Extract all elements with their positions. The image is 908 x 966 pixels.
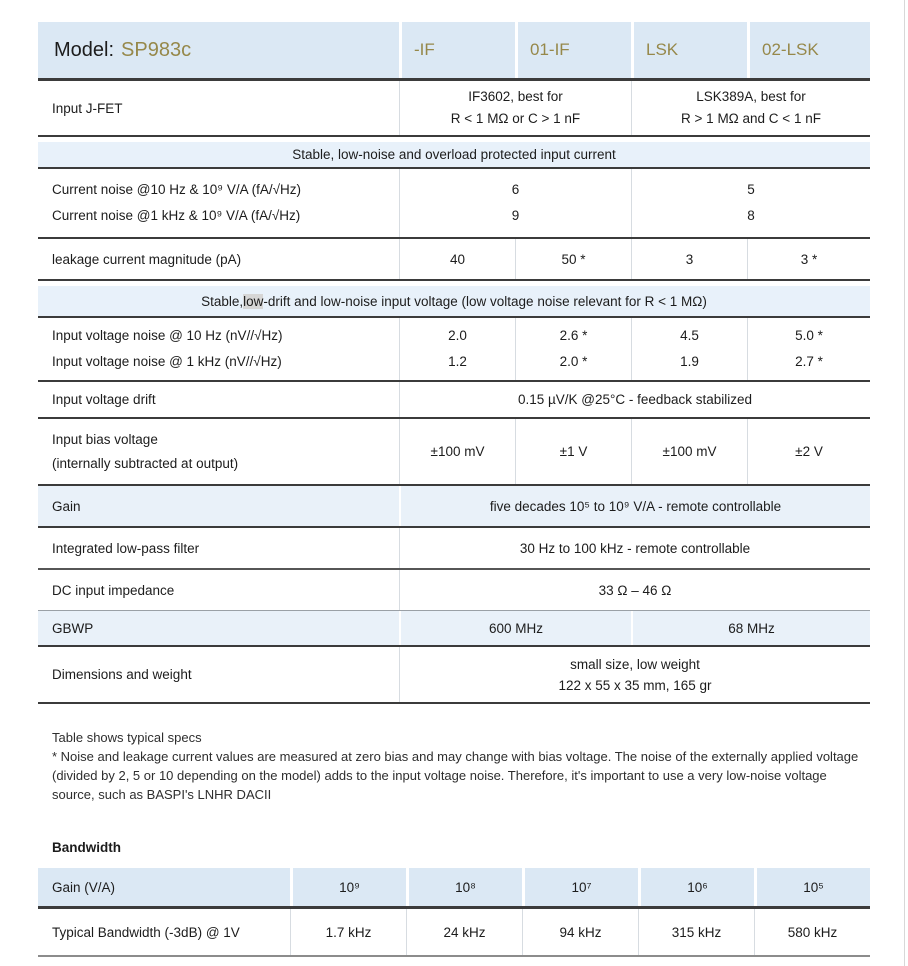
bandwidth-gain-1e8: 10⁸ [406,868,522,906]
voltage-noise-if [399,318,515,380]
bandwidth-gain-label: Gain (V/A) [38,868,290,906]
bandwidth-value-1e7: 94 kHz [522,909,638,955]
footnote-line1: Table shows typical specs [52,730,202,745]
gbwp-if-value: 600 MHz [399,611,631,645]
row-gain [38,486,870,528]
row-dimensions [38,647,870,704]
impedance-label: DC input impedance [52,582,175,598]
current-noise-lsk-values [631,169,870,237]
leakage-02lsk: 3 * [747,239,870,279]
row-leakage-current [38,239,870,281]
current-noise-lsk-10hz: 5 [747,182,755,197]
voltage-noise-02lsk [747,318,870,380]
bandwidth-value-1e9: 1.7 kHz [290,909,406,955]
gain-label: Gain [38,486,399,526]
row-voltage-noise [38,318,870,382]
column-header-lsk: LSK [631,22,747,78]
vn-lsk-10hz: 4.5 [680,328,699,343]
bias-if: ±100 mV [399,419,515,484]
filter-label: Integrated low-pass filter [52,540,200,556]
bandwidth-table [38,868,870,957]
voltage-noise-lsk [631,318,747,380]
vn-02lsk-10hz: 5.0 * [795,328,823,343]
current-noise-if-10hz: 6 [511,182,520,197]
spec-table [38,22,870,704]
jfet-if-line2: R < 1 MΩ or C > 1 nF [450,111,581,126]
band2-post: -drift and low-noise input voltage (low voltage noise relevant for R < 1 MΩ) [263,293,707,309]
current-noise-if-1khz: 9 [511,208,520,223]
bandwidth-gain-1e9: 10⁹ [290,868,406,906]
row-input-jfet [38,81,870,137]
column-header-if: -IF [399,22,515,78]
footnote-body: * Noise and leakage current values are measured at zero bias and may change with bias voltage. The noise of the externally applied voltage (divided by 2, 5 or 10 depending on the model) adds to the input voltage noise. Therefore, it's important to use a very low-noise voltage source, such as BASPI's LNHR DACII [52,749,859,802]
current-noise-labels [38,169,399,237]
jfet-if-value [399,81,631,135]
dimensions-line1: small size, low weight [570,656,700,672]
row-voltage-drift [38,382,870,419]
row-current-noise [38,169,870,239]
gain-value: five decades 10⁵ to 10⁹ V/A - remote controllable [399,486,870,526]
bandwidth-data-row [38,909,870,957]
voltage-drift-value: 0.15 µV/K @25°C - feedback stabilized [399,382,870,417]
band2-pre: Stable, [201,293,244,309]
voltage-noise-01if [515,318,631,380]
dimensions-label: Dimensions and weight [52,667,192,682]
bias-label-line2: (internally subtracted at output) [52,455,239,471]
vn-01if-1khz: 2.0 * [559,354,588,369]
jfet-lsk-line1: LSK389A, best for [696,89,806,104]
jfet-label: Input J-FET [52,100,123,116]
current-noise-lsk-1khz: 8 [747,208,755,223]
voltage-drift-label: Input voltage drift [52,392,156,407]
leakage-if: 40 [399,239,515,279]
jfet-lsk-line2: R > 1 MΩ and C < 1 nF [681,111,821,126]
page-edge-line [904,0,905,966]
bias-lsk: ±100 mV [631,419,747,484]
current-noise-label-1khz: Current noise @1 kHz & 10⁹ V/A (fA/√Hz) [52,208,301,223]
section-band-input-voltage [38,286,870,318]
row-lowpass-filter [38,528,870,570]
gbwp-lsk-value: 68 MHz [631,611,870,645]
bandwidth-gain-1e7: 10⁷ [522,868,638,906]
bias-01if: ±1 V [515,419,631,484]
bandwidth-title: Bandwidth [52,840,121,855]
footnote [52,728,864,804]
vn-if-10hz: 2.0 [448,328,467,343]
vn-lsk-1khz: 1.9 [680,354,699,369]
bandwidth-gain-1e6: 10⁶ [638,868,754,906]
row-input-impedance [38,570,870,611]
column-header-01if: 01-IF [515,22,631,78]
leakage-lsk: 3 [631,239,747,279]
bias-02lsk: ±2 V [747,419,870,484]
jfet-if-line1: IF3602, best for [468,89,563,104]
current-noise-if-values [399,169,631,237]
row-gbwp [38,611,870,647]
bandwidth-value-1e6: 315 kHz [638,909,754,955]
row-bias-voltage [38,419,870,486]
column-header-02lsk: 02-LSK [747,22,870,78]
vn-01if-10hz: 2.6 * [559,328,588,343]
vn-if-1khz: 1.2 [448,354,467,369]
leakage-label: leakage current magnitude (pA) [52,251,242,267]
leakage-01if: 50 * [515,239,631,279]
bandwidth-header-row [38,868,870,909]
section-band-input-current: Stable, low-noise and overload protected input current [38,142,870,169]
vn-02lsk-1khz: 2.7 * [795,354,823,369]
filter-value: 30 Hz to 100 kHz - remote controllable [399,528,870,568]
dimensions-value [399,647,870,702]
bandwidth-gain-1e5: 10⁵ [754,868,870,906]
datasheet-page [38,22,870,957]
bandwidth-value-1e8: 24 kHz [406,909,522,955]
band2-highlighted-word: low [243,293,264,309]
current-noise-label-10hz: Current noise @10 Hz & 10⁹ V/A (fA/√Hz) [52,182,301,197]
bandwidth-row-label: Typical Bandwidth (-3dB) @ 1V [52,924,240,940]
voltage-noise-label-10hz: Input voltage noise @ 10 Hz (nV//√Hz) [52,328,283,343]
model-label: Model: [54,38,115,61]
bias-label-line1: Input bias voltage [52,431,158,447]
voltage-noise-labels [38,318,399,380]
bandwidth-value-1e5: 580 kHz [754,909,870,955]
model-header-cell [38,22,399,78]
impedance-value: 33 Ω – 46 Ω [399,570,870,610]
jfet-lsk-value [631,81,870,135]
bias-label [38,419,399,484]
model-value: SP983c [121,38,192,61]
voltage-noise-label-1khz: Input voltage noise @ 1 kHz (nV//√Hz) [52,354,282,369]
dimensions-line2: 122 x 55 x 35 mm, 165 gr [558,677,712,693]
gbwp-label: GBWP [38,611,399,645]
spec-header-row [38,22,870,81]
